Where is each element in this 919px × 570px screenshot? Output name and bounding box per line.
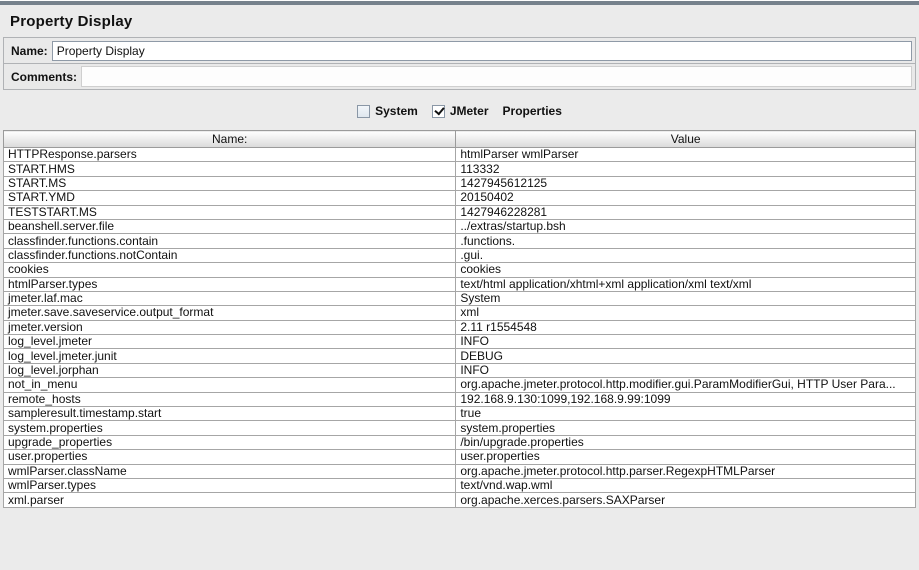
property-name-cell[interactable]: classfinder.functions.notContain	[4, 248, 456, 262]
jmeter-checkbox-label[interactable]: JMeter	[449, 104, 489, 118]
fields-panel	[3, 37, 916, 90]
property-name-cell[interactable]: sampleresult.timestamp.start	[4, 407, 456, 421]
table-row[interactable]	[4, 306, 916, 320]
property-name-cell[interactable]: START.YMD	[4, 191, 456, 205]
property-value-cell[interactable]: text/vnd.wap.wml	[456, 478, 916, 492]
property-value-cell[interactable]: org.apache.jmeter.protocol.http.modifier.gui.ParamModifierGui, HTTP User Para...	[456, 378, 916, 392]
property-name-cell[interactable]: beanshell.server.file	[4, 219, 456, 233]
property-table-container	[3, 130, 916, 508]
table-row[interactable]	[4, 162, 916, 176]
property-value-cell[interactable]: system.properties	[456, 421, 916, 435]
comments-input[interactable]	[81, 66, 912, 87]
system-checkbox-label[interactable]: System	[375, 104, 418, 118]
table-row[interactable]	[4, 407, 916, 421]
property-name-cell[interactable]: not_in_menu	[4, 378, 456, 392]
table-row[interactable]	[4, 378, 916, 392]
property-name-cell[interactable]: log_level.jmeter.junit	[4, 349, 456, 363]
property-name-cell[interactable]: jmeter.version	[4, 320, 456, 334]
property-name-cell[interactable]: jmeter.save.saveservice.output_format	[4, 306, 456, 320]
property-name-cell[interactable]: jmeter.laf.mac	[4, 291, 456, 305]
property-name-cell[interactable]: HTTPResponse.parsers	[4, 148, 456, 162]
name-row	[3, 37, 916, 64]
property-name-cell[interactable]: remote_hosts	[4, 392, 456, 406]
table-row[interactable]	[4, 435, 916, 449]
comments-label: Comments:	[11, 69, 78, 84]
property-value-cell[interactable]: .functions.	[456, 234, 916, 248]
property-value-cell[interactable]: DEBUG	[456, 349, 916, 363]
name-input[interactable]	[52, 41, 912, 61]
properties-toggle-row	[0, 103, 919, 119]
property-value-cell[interactable]: true	[456, 407, 916, 421]
table-row[interactable]	[4, 464, 916, 478]
property-value-cell[interactable]: org.apache.jmeter.protocol.http.parser.RegexpHTMLParser	[456, 464, 916, 478]
table-row[interactable]	[4, 219, 916, 233]
jmeter-checkbox[interactable]	[432, 105, 445, 118]
property-name-cell[interactable]: TESTSTART.MS	[4, 205, 456, 219]
table-row[interactable]	[4, 248, 916, 262]
property-value-cell[interactable]: cookies	[456, 263, 916, 277]
property-name-cell[interactable]: log_level.jmeter	[4, 335, 456, 349]
property-value-cell[interactable]: INFO	[456, 335, 916, 349]
page-title: Property Display	[10, 13, 133, 30]
table-row[interactable]	[4, 493, 916, 507]
property-value-cell[interactable]: htmlParser wmlParser	[456, 148, 916, 162]
property-value-cell[interactable]: ../extras/startup.bsh	[456, 219, 916, 233]
table-row[interactable]	[4, 191, 916, 205]
table-row[interactable]	[4, 148, 916, 162]
property-name-cell[interactable]: classfinder.functions.contain	[4, 234, 456, 248]
property-value-cell[interactable]: user.properties	[456, 450, 916, 464]
column-header-value[interactable]: Value	[456, 131, 916, 148]
splitter-strip[interactable]	[0, 0, 919, 6]
comments-row	[3, 63, 916, 90]
property-name-cell[interactable]: user.properties	[4, 450, 456, 464]
property-name-cell[interactable]: cookies	[4, 263, 456, 277]
property-value-cell[interactable]: System	[456, 291, 916, 305]
name-label: Name:	[11, 43, 48, 58]
property-name-cell[interactable]: wmlParser.types	[4, 478, 456, 492]
table-header-row	[4, 131, 916, 148]
property-value-cell[interactable]: xml	[456, 306, 916, 320]
table-row[interactable]	[4, 291, 916, 305]
property-name-cell[interactable]: log_level.jorphan	[4, 363, 456, 377]
property-value-cell[interactable]: INFO	[456, 363, 916, 377]
property-value-cell[interactable]: 1427945612125	[456, 176, 916, 190]
property-value-cell[interactable]: .gui.	[456, 248, 916, 262]
system-checkbox[interactable]	[357, 105, 370, 118]
property-value-cell[interactable]: /bin/upgrade.properties	[456, 435, 916, 449]
property-name-cell[interactable]: xml.parser	[4, 493, 456, 507]
property-name-cell[interactable]: START.HMS	[4, 162, 456, 176]
property-value-cell[interactable]: 2.11 r1554548	[456, 320, 916, 334]
property-value-cell[interactable]: 1427946228281	[456, 205, 916, 219]
table-row[interactable]	[4, 478, 916, 492]
property-name-cell[interactable]: system.properties	[4, 421, 456, 435]
property-name-cell[interactable]: wmlParser.className	[4, 464, 456, 478]
table-row[interactable]	[4, 176, 916, 190]
property-value-cell[interactable]: 192.168.9.130:1099,192.168.9.99:1099	[456, 392, 916, 406]
table-row[interactable]	[4, 349, 916, 363]
table-row[interactable]	[4, 450, 916, 464]
property-value-cell[interactable]: 113332	[456, 162, 916, 176]
table-row[interactable]	[4, 234, 916, 248]
table-row[interactable]	[4, 392, 916, 406]
table-row[interactable]	[4, 363, 916, 377]
property-value-cell[interactable]: text/html application/xhtml+xml application/xml text/xml	[456, 277, 916, 291]
table-row[interactable]	[4, 335, 916, 349]
property-name-cell[interactable]: START.MS	[4, 176, 456, 190]
property-table	[3, 130, 916, 508]
table-row[interactable]	[4, 263, 916, 277]
column-header-name[interactable]: Name:	[4, 131, 456, 148]
property-value-cell[interactable]: org.apache.xerces.parsers.SAXParser	[456, 493, 916, 507]
property-value-cell[interactable]: 20150402	[456, 191, 916, 205]
properties-suffix-label: Properties	[502, 104, 562, 118]
table-row[interactable]	[4, 277, 916, 291]
property-name-cell[interactable]: htmlParser.types	[4, 277, 456, 291]
table-row[interactable]	[4, 320, 916, 334]
table-row[interactable]	[4, 421, 916, 435]
table-row[interactable]	[4, 205, 916, 219]
property-name-cell[interactable]: upgrade_properties	[4, 435, 456, 449]
